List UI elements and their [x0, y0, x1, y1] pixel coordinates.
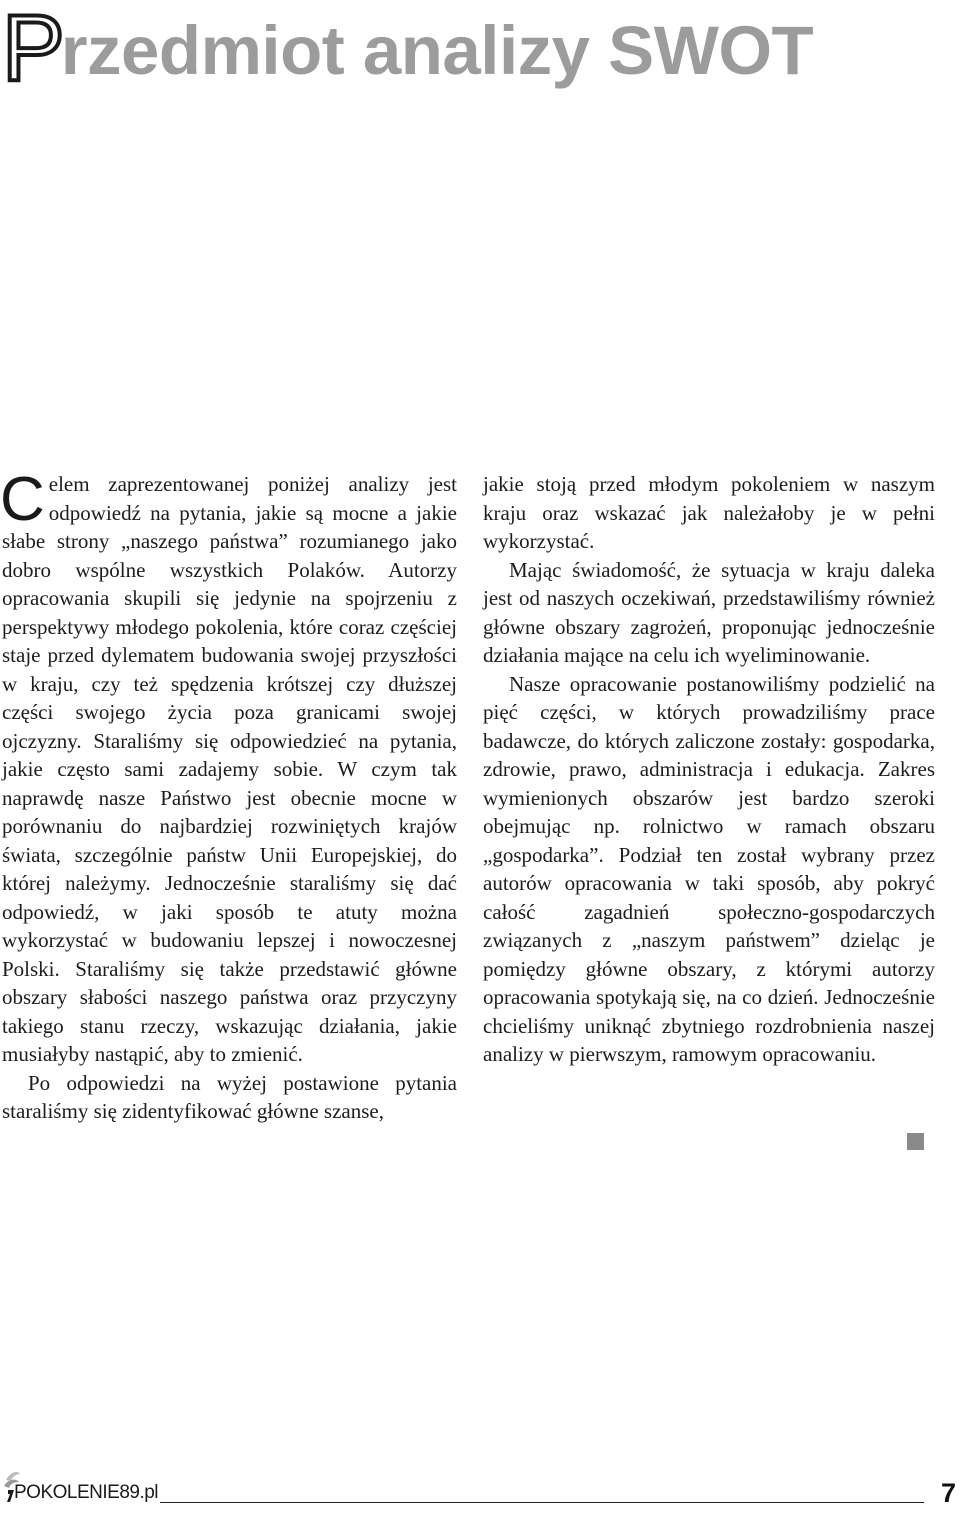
right-paragraph-1: jakie stoją przed młodym pokoleniem w naszym kraju oraz wskazać jak należałoby je w pełni wykorzystać. [483, 472, 935, 553]
title-text: rzedmiot analizy SWOT [60, 12, 814, 89]
page-footer [0, 1468, 960, 1508]
left-paragraph-1-text: elem zaprezentowanej poniżej analizy jest odpowiedź na pytania, jakie są mocne a jakie słabe strony „naszego państwa” rozumianego jako dobro wspólne wszystkich Polaków. Autorzy opracowania skupili się jedynie na spojrzeniu z perspektywy młodego pokolenia, które coraz częściej staje przed dylematem budowania swojej przyszłości w kraju, czy też spędzenia krótszej czy dłuższej części swojego życia poza granicami swojej ojczyzny. Staraliśmy się odpowiedzieć na pytania, jakie często sami zadajemy sobie. W czym tak naprawdę nasze Państwo jest obecnie mocne w porównaniu do najbardziej rozwiniętych krajów świata, szczególnie państw Unii Europejskiej, do której należymy. Jednocześnie staraliśmy się dać odpowiedź, w jaki sposób te atuty można wykorzystać w budowaniu lepszej i nowoczesnej Polski. Staraliśmy się także przedstawić główne obszary słabości naszego państwa oraz przyczyny takiego stanu rzeczy, wskazując działania, jakie musiałyby nastąpić, aby to zmienić. [2, 472, 457, 1066]
right-paragraph-3: Nasze opracowanie postanowiliśmy podzielić na pięć części, w których prowadziliśmy prace badawcze, do których zaliczone zostały: gospodarka, zdrowie, prawo, administracja i edukacja. Zakres wymienionych obszarów jest bardzo szeroki obejmując np. rolnictwo w ramach obszaru „gospodarka”. Podział ten został wybrany przez autorów opracowania w taki sposób, aby pokryć całość zagadnień społeczno-gospodarczych związanych z „naszym państwem” dzieląc je pomiędzy główne obszary, z którymi autorzy opracowania spotykają się, na co dzień. Jednocześnie chcieliśmy uniknąć zbytniego rozdrobnienia naszej analizy w pierwszym, ramowym opracowaniu. [483, 671, 935, 1066]
footer-rule [160, 1502, 924, 1503]
right-paragraph-2: Mając świadomość, że sytuacja w kraju daleka jest od naszych oczekiwań, przedstawiliśmy również główne obszary zagrożeń, proponując jednocześnie działania mające na celu ich wyeliminowanie. [483, 557, 935, 667]
drop-cap: C [0, 465, 45, 534]
page-number: 7 [940, 1478, 956, 1508]
left-column [0, 465, 457, 1126]
end-of-article-square-icon [907, 1133, 924, 1150]
article-title [2, 0, 952, 100]
title-initial-letter: P [2, 0, 61, 100]
left-paragraph-1 [0, 465, 457, 1069]
footer-logo-text: POKOLENIE89.pl [14, 1482, 159, 1503]
left-paragraph-2: Po odpowiedzi na wyżej postawione pytania staraliśmy się zidentyfikować główne szanse, [2, 1070, 457, 1123]
right-column [483, 470, 935, 1069]
